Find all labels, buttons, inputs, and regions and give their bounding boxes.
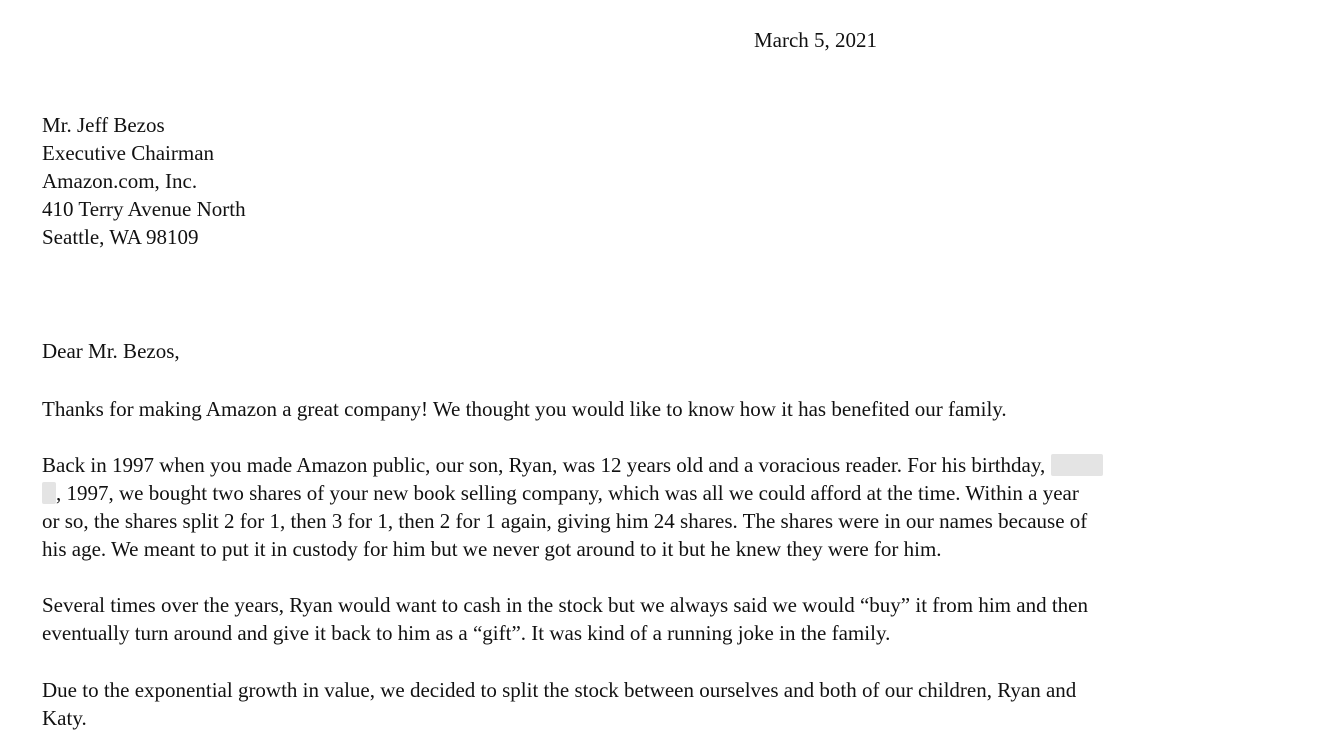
paragraph-line: Several times over the years, Ryan would want to cash in the stock but we always said we would “buy” it from him and then bbox=[42, 593, 1088, 617]
paragraph-line-text: , 1997, we bought two shares of your new book selling company, which was all we could afford at the time. Within a year bbox=[56, 481, 1079, 505]
paragraph-line: Thanks for making Amazon a great company! We thought you would like to know how it has benefited our family. bbox=[42, 397, 1007, 421]
redaction-block bbox=[1051, 454, 1103, 476]
paragraph-line-text: Back in 1997 when you made Amazon public, our son, Ryan, was 12 years old and a voracious reader. For his birthday, bbox=[42, 453, 1046, 477]
paragraph-4 bbox=[42, 676, 1304, 732]
paragraph-line: eventually turn around and give it back to him as a “gift”. It was kind of a running joke in the family. bbox=[42, 621, 891, 645]
paragraph-line: Due to the exponential growth in value, we decided to split the stock between ourselves and both of our children, Ryan and bbox=[42, 678, 1077, 702]
recipient-city: Seattle, WA 98109 bbox=[42, 225, 199, 249]
paragraph-line: his age. We meant to put it in custody for him but we never got around to it but he knew they were for him. bbox=[42, 537, 942, 561]
paragraph-line: Katy. bbox=[42, 706, 87, 730]
letter-date: March 5, 2021 bbox=[754, 28, 878, 52]
paragraph-line-with-redaction bbox=[42, 451, 1304, 479]
paragraph-line: or so, the shares split 2 for 1, then 3 for 1, then 2 for 1 again, giving him 24 shares. The shares were in our names because of bbox=[42, 509, 1088, 533]
recipient-title: Executive Chairman bbox=[42, 141, 215, 165]
paragraph-3 bbox=[42, 591, 1304, 647]
paragraph-line-with-redaction bbox=[42, 479, 1304, 507]
paragraph-2 bbox=[42, 451, 1304, 563]
recipient-company: Amazon.com, Inc. bbox=[42, 169, 198, 193]
paragraph-1 bbox=[42, 395, 1304, 423]
recipient-street: 410 Terry Avenue North bbox=[42, 197, 246, 221]
recipient-address bbox=[42, 111, 246, 251]
redaction-block bbox=[42, 482, 56, 504]
recipient-name: Mr. Jeff Bezos bbox=[42, 113, 165, 137]
salutation: Dear Mr. Bezos, bbox=[42, 339, 180, 363]
